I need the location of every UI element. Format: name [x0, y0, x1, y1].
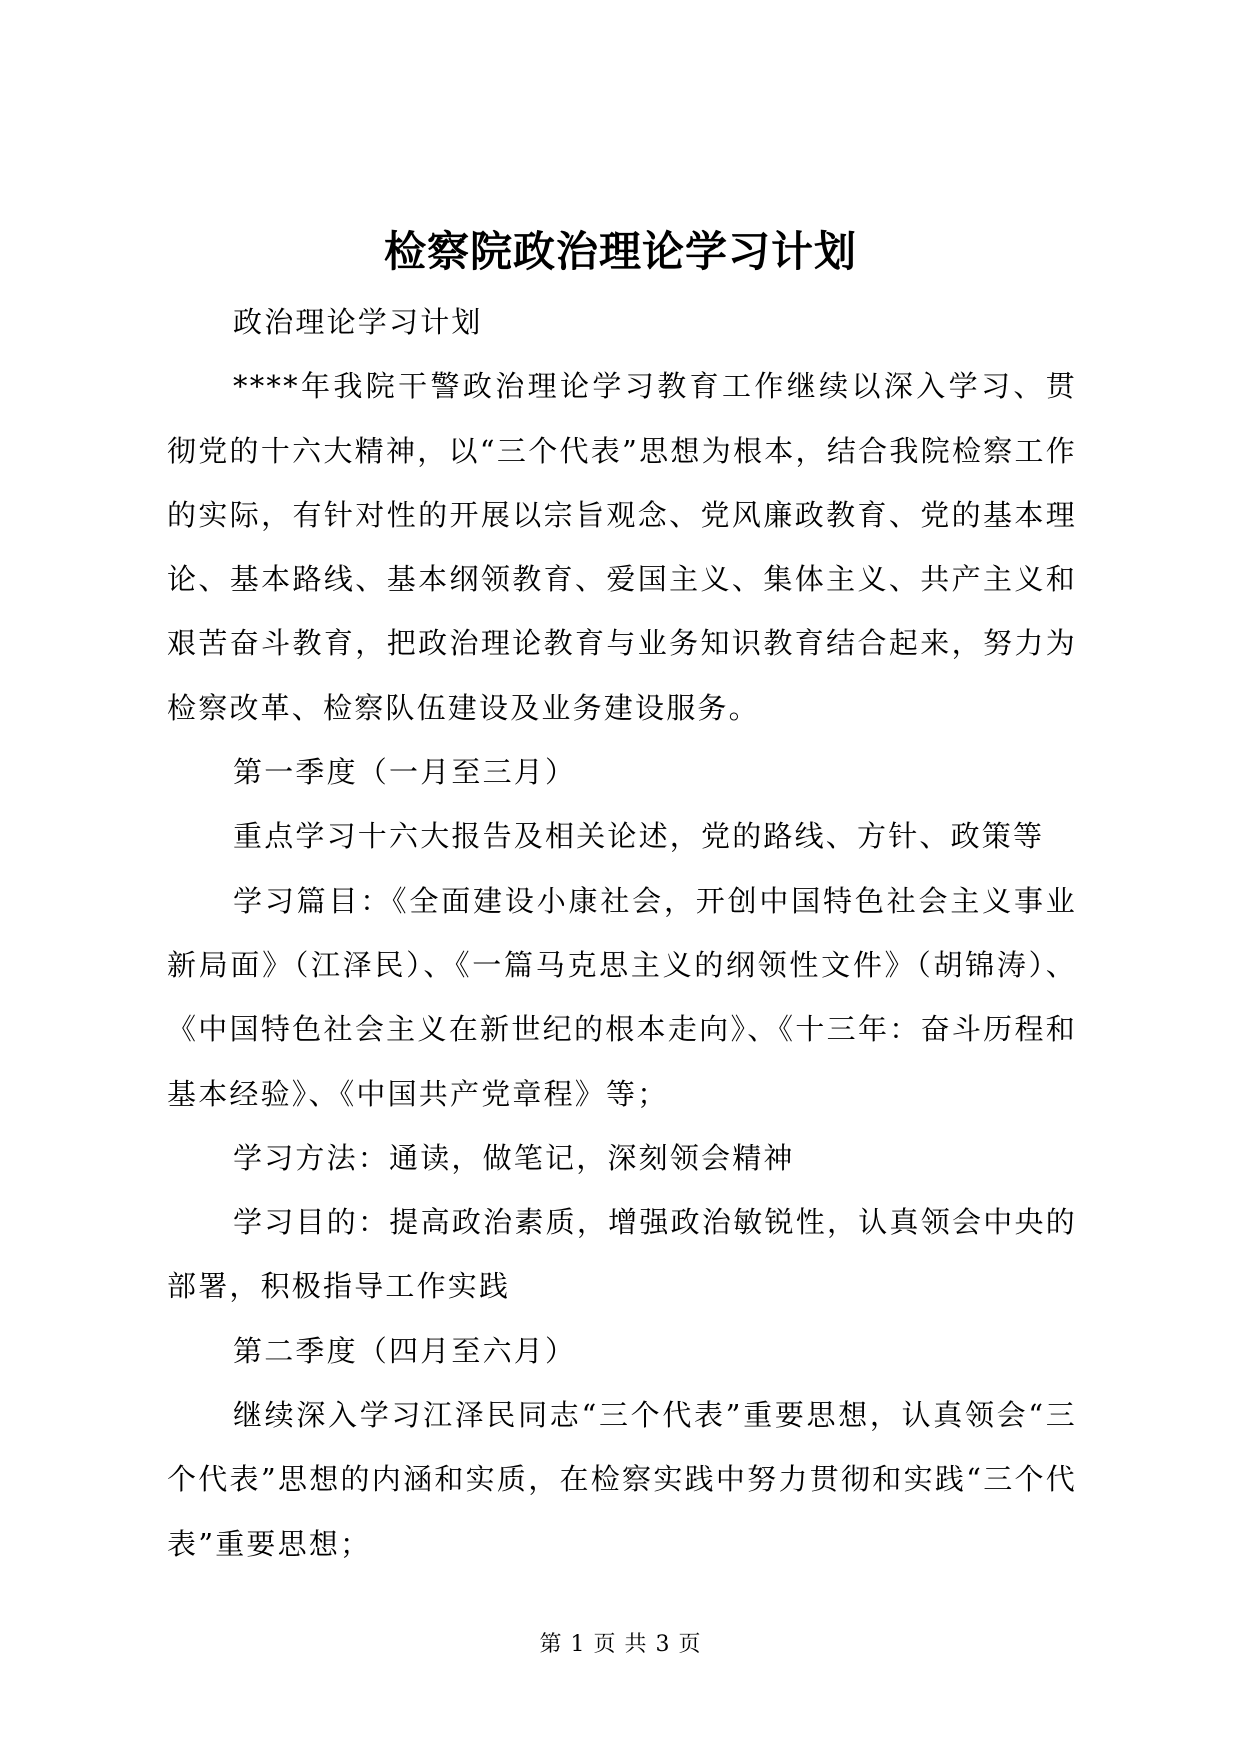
document-body — [167, 290, 1077, 1576]
paragraph-intro: ****年我院干警政治理论学习教育工作继续以深入学习、贯彻党的十六大精神，以“三个代表”思想为根本，结合我院检察工作的实际，有针对性的开展以宗旨观念、党风廉政教育、党的基本理论、基本路线、基本纲领教育、爱国主义、集体主义、共产主义和艰苦奋斗教育，把政治理论教育与业务知识教育结合起来，努力为检察改革、检察队伍建设及业务建设服务。 — [167, 369, 1077, 725]
document-title: 检察院政治理论学习计划 — [383, 227, 857, 276]
paragraph-q1-focus: 重点学习十六大报告及相关论述，党的路线、方针、政策等 — [233, 819, 1045, 854]
paragraph-q1-goal: 学习目的：提高政治素质，增强政治敏锐性，认真领会中央的部署，积极指导工作实践 — [167, 1205, 1077, 1304]
paragraph-q1-heading: 第一季度（一月至三月） — [233, 755, 577, 790]
paragraph-q2-heading: 第二季度（四月至六月） — [233, 1333, 577, 1368]
paragraph-subtitle: 政治理论学习计划 — [233, 305, 483, 339]
paragraph-q1-method: 学习方法：通读，做笔记，深刻领会精神 — [233, 1140, 795, 1175]
paragraph-q2-focus: 继续深入学习江泽民同志“三个代表”重要思想，认真领会“三个代表”思想的内涵和实质，在检察实践中努力贯彻和实践“三个代表”重要思想； — [167, 1398, 1077, 1561]
paragraph-q1-readings: 学习篇目：《全面建设小康社会，开创中国特色社会主义事业新局面》（江泽民）、《一篇马克思主义的纲领性文件》（胡锦涛）、《中国特色社会主义在新世纪的根本走向》、《十三年：奋斗历程和基本经验》、《中国共产党章程》等； — [167, 883, 1077, 1111]
page-number-footer: 第 1 页 共 3 页 — [539, 1632, 702, 1657]
